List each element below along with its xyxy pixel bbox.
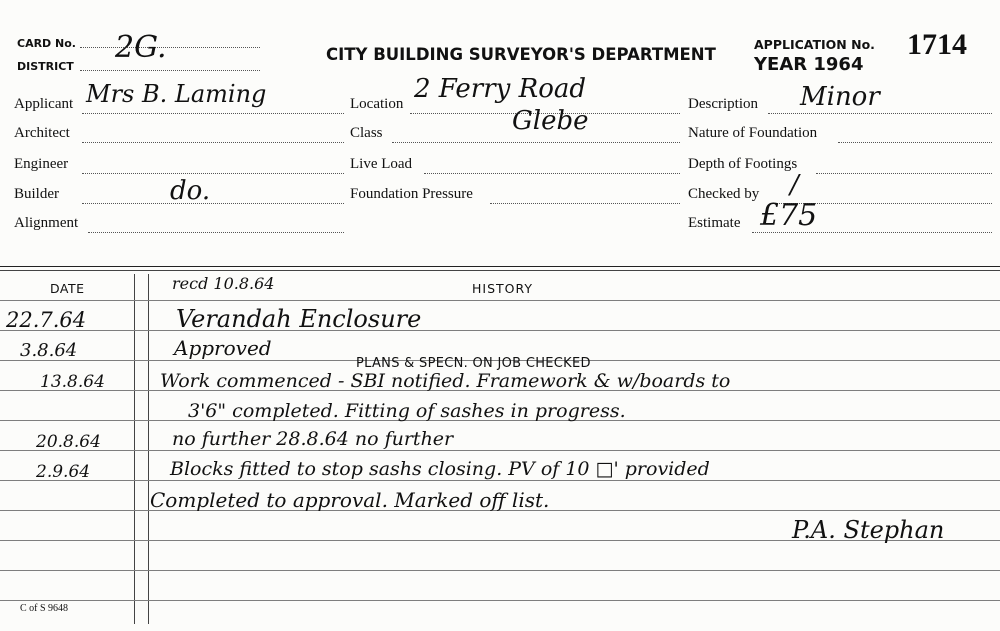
- description-dots: [768, 113, 992, 114]
- nature-of-foundation-dots: [838, 142, 992, 143]
- card-no-value: 2G.: [115, 30, 167, 65]
- application-no-label: APPLICATION No.: [754, 37, 875, 52]
- description-value: Minor: [800, 82, 880, 112]
- ruled-line: [0, 330, 1000, 331]
- history-text: Work commenced - SBI notified. Framework & w/boards to: [160, 370, 731, 392]
- estimate-label: Estimate: [688, 215, 741, 231]
- district-label: DISTRICT: [17, 60, 74, 73]
- applicant-dots: [82, 113, 344, 114]
- location-label: Location: [350, 96, 404, 112]
- application-no-value: 1714: [907, 28, 967, 61]
- alignment-dots: [88, 232, 344, 233]
- depth-of-footings-dots: [816, 173, 992, 174]
- card-no-label: CARD No.: [17, 37, 76, 50]
- date-column-header: DATE: [50, 281, 85, 296]
- date-column-divider-2: [148, 274, 149, 624]
- foundation-pressure-label: Foundation Pressure: [350, 186, 473, 202]
- class-label: Class: [350, 125, 383, 141]
- history-date: 22.7.64: [6, 308, 87, 332]
- foundation-pressure-dots: [490, 203, 680, 204]
- surveyor-signature: P.A. Stephan: [792, 516, 945, 544]
- form-number: C of S 9648: [20, 603, 69, 614]
- date-column-divider: [134, 274, 135, 624]
- ruled-line: [0, 480, 1000, 481]
- history-text: Approved: [174, 336, 272, 360]
- history-text: 3'6" completed. Fitting of sashes in progress.: [188, 400, 626, 422]
- architect-dots: [82, 142, 344, 143]
- description-label: Description: [688, 96, 758, 112]
- history-text: Verandah Enclosure: [176, 305, 422, 333]
- location-value-2: Glebe: [512, 106, 589, 136]
- ruled-line: [0, 600, 1000, 601]
- history-date: 2.9.64: [36, 462, 91, 482]
- builder-label: Builder: [14, 186, 59, 202]
- engineer-label: Engineer: [14, 156, 69, 172]
- applicant-label: Applicant: [14, 96, 74, 112]
- checked-by-value: /: [790, 170, 799, 200]
- history-date: 13.8.64: [40, 372, 105, 392]
- engineer-dots: [82, 173, 344, 174]
- history-text: Completed to approval. Marked off list.: [150, 488, 550, 512]
- history-text: no further 28.8.64 no further: [172, 428, 454, 450]
- applicant-value: Mrs B. Laming: [86, 80, 267, 108]
- class-dots: [392, 142, 680, 143]
- builder-value: do.: [170, 176, 211, 206]
- nature-of-foundation-label: Nature of Foundation: [688, 125, 818, 141]
- alignment-label: Alignment: [14, 215, 79, 231]
- checked-by-label: Checked by: [688, 186, 760, 202]
- builder-dots: [82, 203, 344, 204]
- estimate-value: £75: [760, 198, 818, 233]
- plans-checked-stamp: PLANS & SPECN. ON JOB CHECKED: [356, 356, 591, 371]
- live-load-label: Live Load: [350, 156, 413, 172]
- card-no-dots: [80, 47, 260, 48]
- ruled-line: [0, 570, 1000, 571]
- ruled-line: [0, 450, 1000, 451]
- section-divider-2: [0, 270, 1000, 271]
- year-label: YEAR 1964: [754, 54, 864, 75]
- district-dots: [80, 70, 260, 71]
- depth-of-footings-label: Depth of Footings: [688, 156, 798, 172]
- architect-label: Architect: [14, 125, 70, 141]
- section-divider: [0, 266, 1000, 267]
- history-text: Blocks fitted to stop sashs closing. PV of 10 □' provided: [170, 458, 710, 480]
- ruled-line: [0, 300, 1000, 301]
- history-date: 20.8.64: [36, 432, 101, 452]
- location-value: 2 Ferry Road: [414, 74, 586, 104]
- history-date: 3.8.64: [20, 340, 78, 361]
- department-title: CITY BUILDING SURVEYOR'S DEPARTMENT: [326, 45, 716, 64]
- history-text: recd 10.8.64: [172, 274, 275, 293]
- live-load-dots: [424, 173, 680, 174]
- history-column-header: HISTORY: [472, 281, 534, 296]
